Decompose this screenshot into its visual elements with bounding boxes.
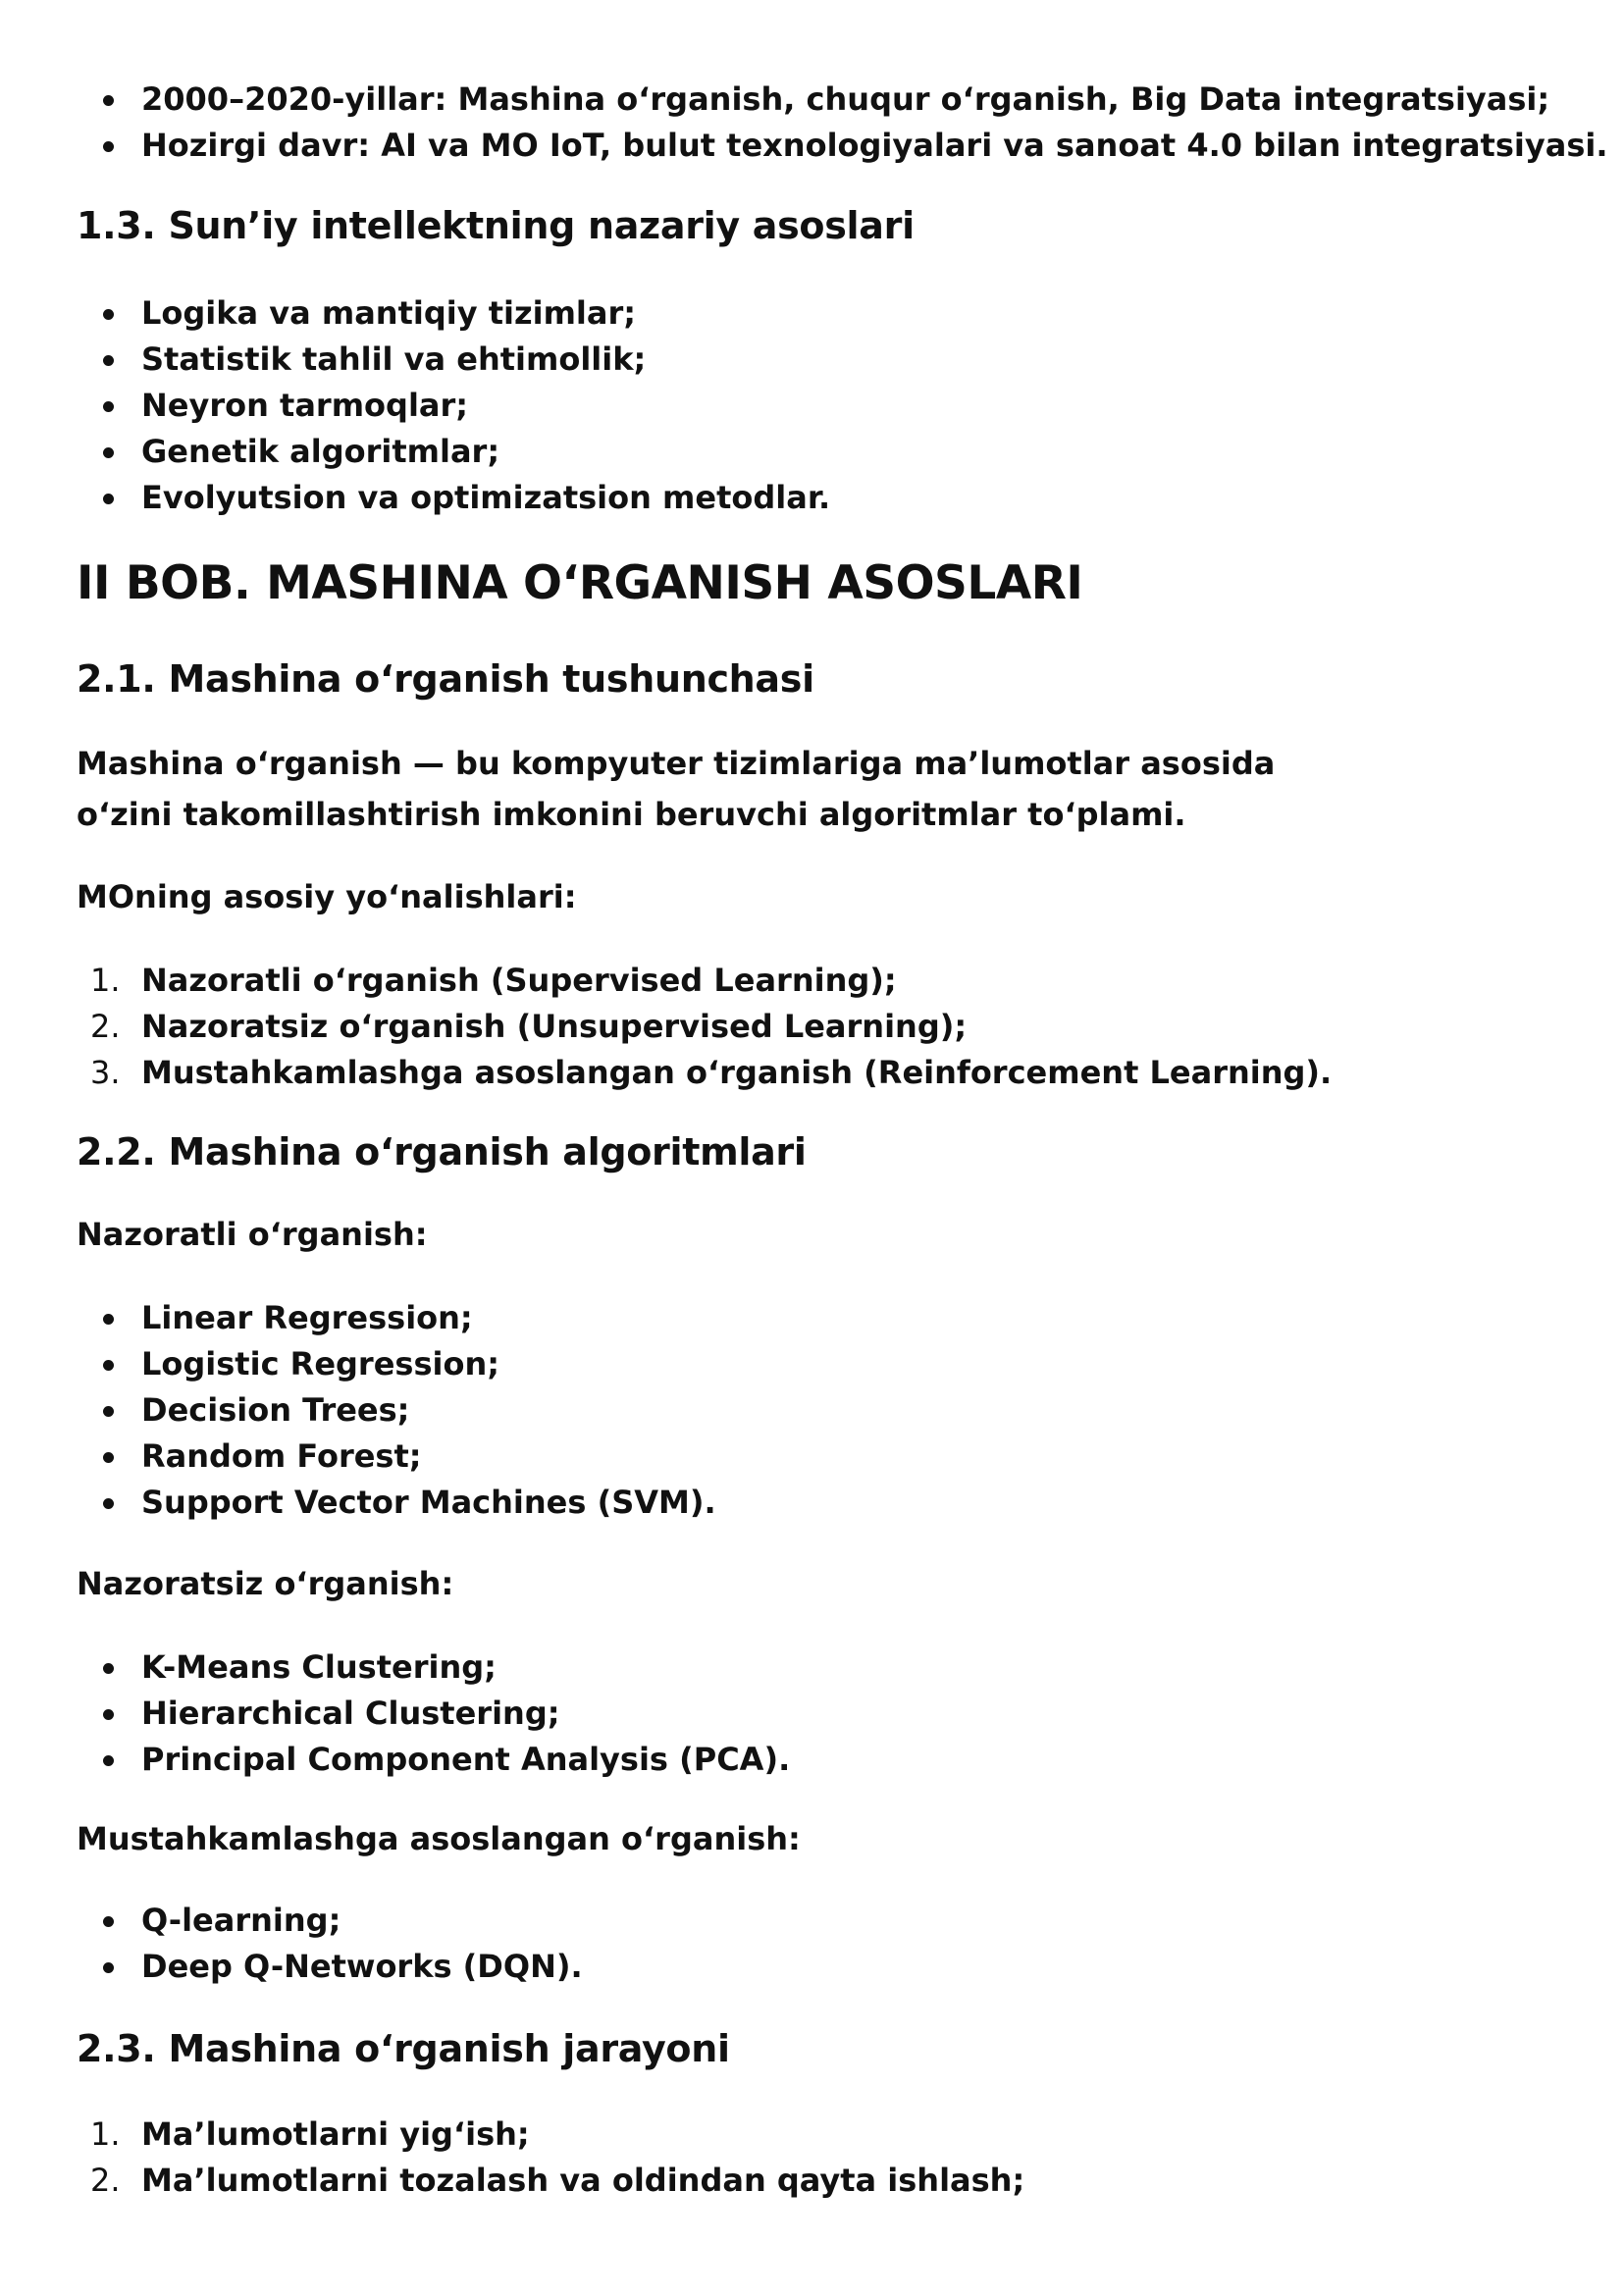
bullet-icon [103, 1360, 114, 1371]
list-number: 2. [90, 1008, 121, 1045]
list-item-text: Evolyutsion va optimizatsion metodlar. [141, 479, 831, 516]
list-item-text: Neyron tarmoqlar; [141, 387, 469, 424]
bullet-icon [103, 141, 114, 152]
list-item [77, 337, 830, 383]
bullet-icon [103, 447, 114, 458]
ml-directions-list [77, 958, 1332, 1096]
list-item [77, 1004, 1332, 1050]
list-item [77, 1480, 716, 1526]
bullet-icon [103, 1916, 114, 1927]
list-item [77, 123, 1607, 169]
list-item [77, 290, 830, 337]
list-item-text: Support Vector Machines (SVM). [141, 1484, 716, 1521]
list-item [77, 383, 830, 429]
list-item-text: Nazoratsiz oʻrganish (Unsupervised Learning); [141, 1008, 968, 1045]
unsupervised-label: Nazoratsiz oʻrganish: [77, 1565, 454, 1602]
list-item-text: Ma’lumotlarni yigʻish; [141, 2115, 530, 2153]
list-item [77, 2158, 1024, 2204]
bullet-icon [103, 1962, 114, 1973]
bullet-icon [103, 1498, 114, 1509]
bullet-icon [103, 1663, 114, 1674]
list-item-text: Hozirgi davr: AI va MO IoT, bulut texnologiyalari va sanoat 4.0 bilan integratsiyasi. [141, 127, 1608, 164]
bullet-icon [103, 1314, 114, 1325]
list-item-text: Linear Regression; [141, 1299, 473, 1336]
list-item [77, 475, 830, 521]
reinforcement-algorithms-list [77, 1898, 583, 1990]
bullet-icon [103, 1755, 114, 1766]
supervised-algorithms-list [77, 1295, 716, 1526]
chapter-2-title: II BOB. MASHINA OʻRGANISH ASOSLARI [77, 556, 1083, 610]
unsupervised-algorithms-list [77, 1644, 790, 1783]
list-item-text: 2000–2020-yillar: Mashina oʻrganish, chuqur oʻrganish, Big Data integratsiyasi; [141, 80, 1550, 118]
section-1-3-heading: 1.3. Sun’iy intellektning nazariy asoslari [77, 204, 915, 247]
bullet-icon [103, 355, 114, 366]
list-number: 1. [90, 2115, 121, 2153]
theory-basis-list [77, 290, 830, 521]
list-item [77, 1691, 790, 1737]
supervised-label: Nazoratli oʻrganish: [77, 1216, 428, 1253]
list-item [77, 1644, 790, 1691]
list-number: 3. [90, 1054, 121, 1091]
list-item-text: Hierarchical Clustering; [141, 1695, 560, 1732]
bullet-icon [103, 1709, 114, 1720]
section-2-3-heading: 2.3. Mashina oʻrganish jarayoni [77, 2027, 730, 2070]
list-item-text: Decision Trees; [141, 1391, 410, 1429]
list-item-text: Q-learning; [141, 1902, 341, 1939]
history-list [77, 77, 1607, 169]
section-2-2-heading: 2.2. Mashina oʻrganish algoritmlari [77, 1130, 807, 1174]
section-2-1-heading: 2.1. Mashina oʻrganish tushunchasi [77, 657, 814, 701]
reinforcement-label: Mustahkamlashga asoslangan oʻrganish: [77, 1820, 801, 1857]
directions-label: MOning asosiy yoʻnalishlari: [77, 878, 577, 915]
list-item [77, 1295, 716, 1341]
ml-process-list [77, 2112, 1024, 2204]
list-item-text: Statistik tahlil va ehtimollik; [141, 340, 647, 378]
list-item [77, 429, 830, 475]
list-number: 1. [90, 962, 121, 999]
list-item [77, 1341, 716, 1387]
bullet-icon [103, 1452, 114, 1463]
list-item-text: Logika va mantiqiy tizimlar; [141, 294, 637, 332]
list-item-text: K-Means Clustering; [141, 1648, 497, 1686]
list-item [77, 1387, 716, 1434]
list-item-text: Mustahkamlashga asoslangan oʻrganish (Reinforcement Learning). [141, 1054, 1333, 1091]
list-item [77, 1050, 1332, 1096]
list-item [77, 1434, 716, 1480]
bullet-icon [103, 401, 114, 412]
list-item [77, 2112, 1024, 2158]
list-item-text: Nazoratli oʻrganish (Supervised Learning); [141, 962, 897, 999]
list-item-text: Deep Q-Networks (DQN). [141, 1948, 583, 1985]
bullet-icon [103, 1406, 114, 1417]
bullet-icon [103, 95, 114, 106]
list-item [77, 1944, 583, 1990]
bullet-icon [103, 494, 114, 504]
ml-definition-paragraph: Mashina oʻrganish — bu kompyuter tizimlariga ma’lumotlar asosida oʻzini takomillashtirish imkonini beruvchi algoritmlar toʻplami. [77, 745, 1276, 833]
list-item-text: Principal Component Analysis (PCA). [141, 1741, 791, 1778]
bullet-icon [103, 309, 114, 320]
list-item [77, 77, 1607, 123]
list-item [77, 1898, 583, 1944]
list-number: 2. [90, 2162, 121, 2199]
list-item [77, 958, 1332, 1004]
list-item-text: Genetik algoritmlar; [141, 433, 500, 470]
list-item-text: Random Forest; [141, 1437, 422, 1475]
list-item-text: Logistic Regression; [141, 1345, 500, 1382]
list-item [77, 1737, 790, 1783]
list-item-text: Ma’lumotlarni tozalash va oldindan qayta ishlash; [141, 2162, 1025, 2199]
